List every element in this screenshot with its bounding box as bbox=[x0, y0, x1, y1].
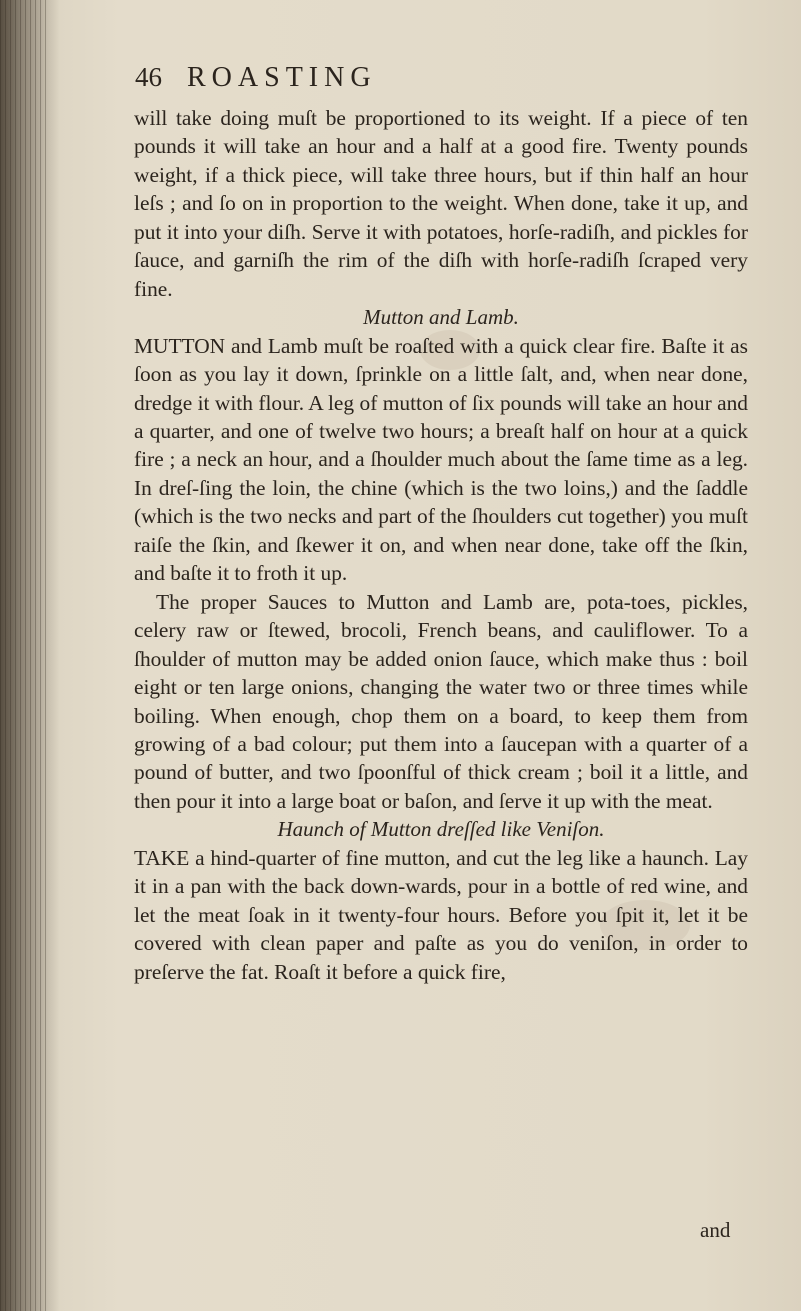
body-text bbox=[134, 104, 748, 986]
paragraph: will take doing muſt be proportioned to its weight. If a piece of ten pounds it will take an hour and a half at a good fire. Twenty pounds weight, if a thick piece, will take three hours, but if thin half an hour leſs ; and ſo on in proportion to the weight. When done, take it up, and put it into your diſh. Serve it with potatoes, horſe-radiſh, and pickles for ſauce, and garniſh the rim of the diſh with horſe-radiſh ſcraped very fine. bbox=[134, 106, 748, 301]
running-head: ROASTING bbox=[187, 62, 377, 93]
page-number: 46 bbox=[135, 62, 162, 92]
page-header bbox=[135, 62, 735, 102]
paragraph: The proper Sauces to Mutton and Lamb are, pota-toes, pickles, celery raw or ſtewed, brocoli, French beans, and cauliflower. To a ſhoulder of mutton may be added onion ſauce, which make thus : boil eight or ten large onions, changing the water two or three times while boiling. When enough, chop them on a board, to keep them from growing of a bad colour; put them into a ſaucepan with a quarter of a pound of butter, and two ſpoonſful of thick cream ; boil it a little, and then pour it into a large boat or baſon, and ſerve it up with the meat. bbox=[134, 589, 748, 813]
section-heading: Mutton and Lamb. bbox=[363, 305, 519, 330]
section-heading: Haunch of Mutton dreſſed like Veniſon. bbox=[277, 817, 605, 842]
catchword: and bbox=[700, 1218, 731, 1242]
paragraph: TAKE a hind-quarter of fine mutton, and cut the leg like a haunch. Lay it in a pan with the back down-wards, pour in a bottle of red wine, and let the meat ſoak in it twenty-four hours. Before you ſpit it, let it be covered with clean paper and paſte as you do veniſon, in order to preſerve the fat. Roaſt it before a quick fire, bbox=[134, 845, 748, 984]
paragraph: MUTTON and Lamb muſt be roaſted with a quick clear fire. Baſte it as ſoon as you lay it down, ſprinkle on a little ſalt, and, when near done, dredge it with flour. A leg of mutton of ſix pounds will take an hour and a quarter, and one of twelve two hours; a breaſt half on hour at a quick fire ; a neck an hour, and a ſhoulder much about the ſame time as a leg. In dreſ-ſing the loin, the chine (which is the two loins,) and the ſaddle (which is the two necks and part of the ſhoulders cut together) you muſt raiſe the ſkin, and ſkewer it on, and when near done, take off the ſkin, and baſte it to froth it up. bbox=[134, 333, 748, 586]
book-spine bbox=[0, 0, 46, 1311]
